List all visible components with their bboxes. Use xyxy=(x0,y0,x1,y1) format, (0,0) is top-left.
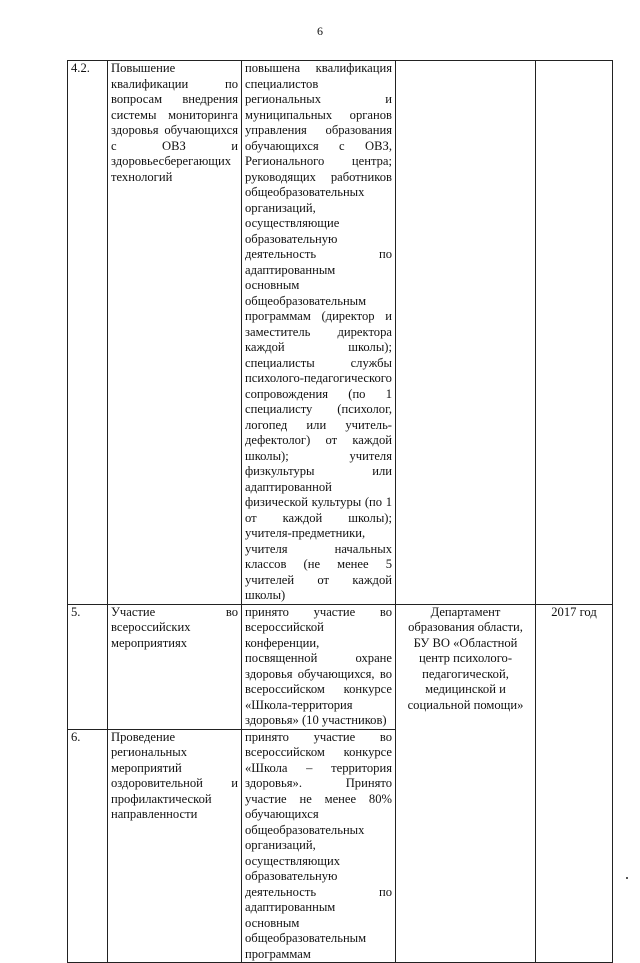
table-row xyxy=(68,61,613,605)
deadline-cell: 2017 год xyxy=(536,604,613,963)
responsible-cell: Департамент образования области, БУ ВО «Областной центр психолого-педагогической, медицинской и социальной помощи» xyxy=(396,604,536,963)
row-number: 6. xyxy=(68,729,108,963)
row-number: 4.2. xyxy=(68,61,108,605)
event-cell: Повышение квалификации по вопросам внедрения системы мониторинга здоровья обучающихся с ОВЗ и здоровьесберегающих технологий xyxy=(108,61,242,605)
event-cell: Проведение региональных мероприятий оздоровительной и профилактической направленности xyxy=(108,729,242,963)
scan-artifact xyxy=(626,877,628,879)
event-cell: Участие во всероссийских мероприятиях xyxy=(108,604,242,729)
responsible-cell xyxy=(396,61,536,605)
plan-table xyxy=(67,60,613,963)
deadline-cell xyxy=(536,61,613,605)
table-row xyxy=(68,604,613,729)
row-number: 5. xyxy=(68,604,108,729)
result-cell: повышена квалификация специалистов региональных и муниципальных органов управления образования обучающихся с ОВЗ, Регионального центра; руководящих работников общеобразовательных организаций, осуществляющие образовательную деятельность по адаптированным основным общеобразовательным программам (директор и заместитель директора каждой школы); специалисты службы психолого-педагогического сопровождения (по 1 специалисту (психолог, логопед или учитель-дефектолог) от каждой школы); учителя физкультуры или адаптированной физической культуры (по 1 от каждой школы); учителя-предметники, учителя начальных классов (не менее 5 учителей от каждой школы) xyxy=(242,61,396,605)
result-cell: принято участие во всероссийском конкурсе «Школа – территория здоровья». Принято участие не менее 80% обучающихся общеобразовательных организаций, осуществляющих образовательную деятельность по адаптированным основным общеобразовательным программам xyxy=(242,729,396,963)
page-number: 6 xyxy=(317,24,323,38)
result-cell: принято участие во всероссийской конференции, посвященной охране здоровья обучающихся, во всероссийском конкурсе «Школа-территория здоровья» (10 участников) xyxy=(242,604,396,729)
